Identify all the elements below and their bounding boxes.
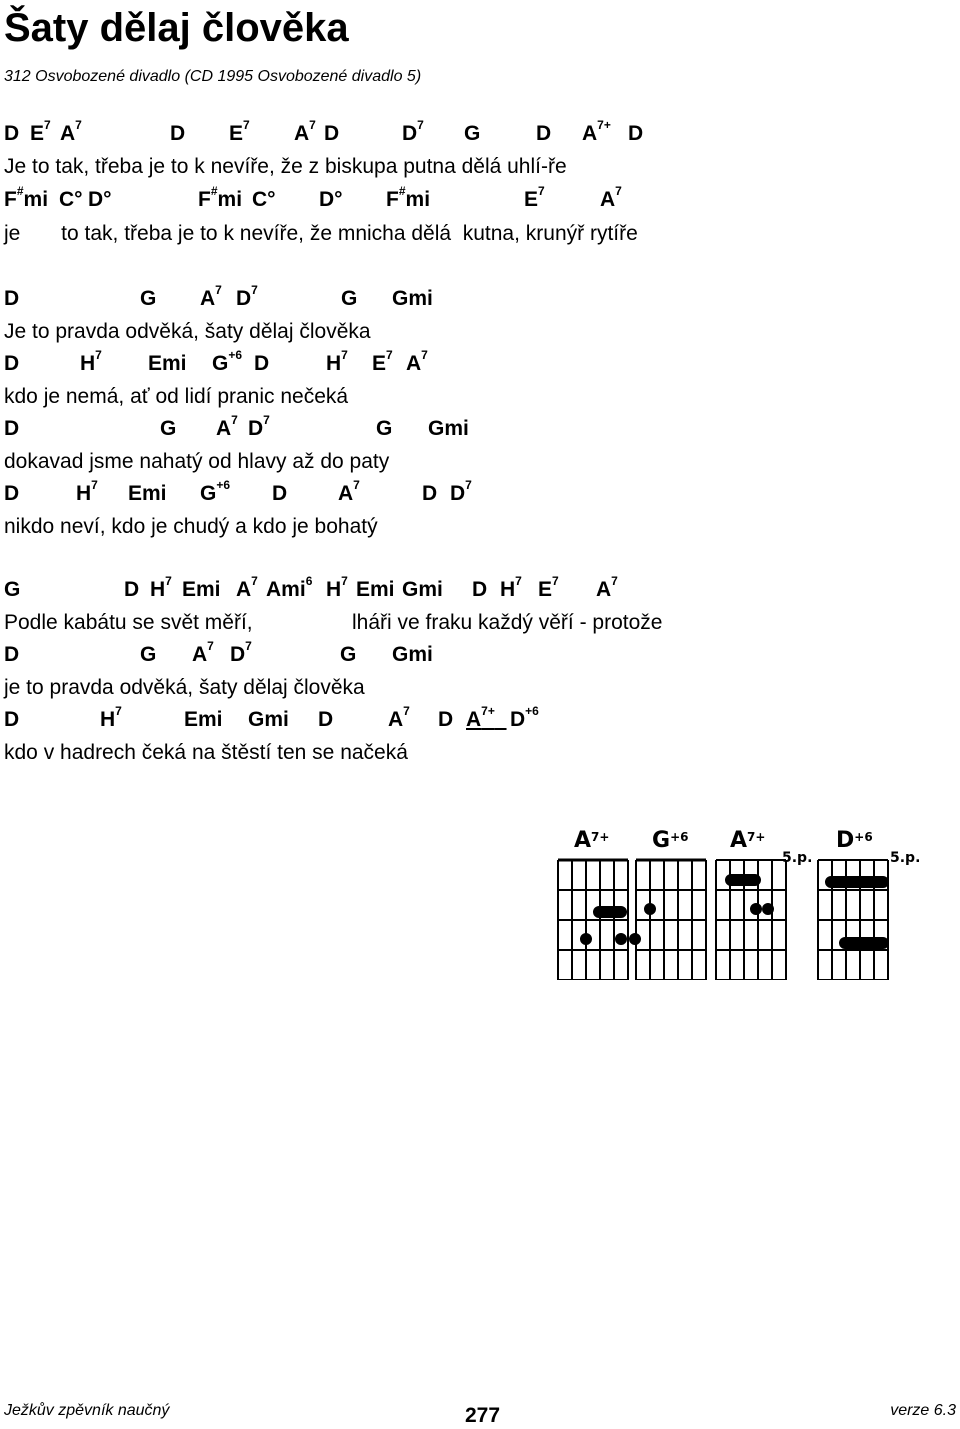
chord: $H^7$ xyxy=(80,348,102,375)
chord: $A^7$ xyxy=(338,478,360,505)
lyric-line: dokavad jsme nahatý od hlavy až do paty xyxy=(4,450,390,473)
chord: D xyxy=(4,708,20,731)
chord: Gmi xyxy=(402,578,443,601)
chord-line xyxy=(4,478,954,512)
chord: D xyxy=(124,578,140,601)
chord: $D^7$ xyxy=(230,639,252,666)
chord: Emi xyxy=(182,578,221,601)
chord: $E^7$ xyxy=(30,118,51,145)
chord-line xyxy=(4,639,954,673)
diagram-title: $D^{+6}$ xyxy=(836,828,873,853)
chord: Emi xyxy=(148,352,187,375)
chord: D xyxy=(170,122,186,145)
chord: G xyxy=(464,122,481,145)
chord: Gmi xyxy=(428,417,469,440)
chord-line xyxy=(4,348,954,382)
lyric-line: kdo v hadrech čeká na štěstí ten se načeká xyxy=(4,741,408,764)
chord-diagram-g6 xyxy=(636,860,706,980)
chord: Emi xyxy=(356,578,395,601)
footer-version: verze 6.3 xyxy=(890,1402,956,1419)
chord: C° xyxy=(59,188,83,211)
diagram-position: 5.p. xyxy=(890,850,921,866)
chord: Emi xyxy=(184,708,223,731)
chord: $A^{7+}$ xyxy=(466,704,495,731)
chord: D xyxy=(318,708,334,731)
chord-diagram-d6-5p xyxy=(818,860,888,980)
chord: F#mi xyxy=(198,184,243,211)
lyric-line: Je to tak, třeba je to k nevíře, že z biskupa putna dělá uhlí-ře xyxy=(4,155,567,178)
chord: $H^7$ xyxy=(326,348,348,375)
song-subtitle: 312 Osvobozené divadlo (CD 1995 Osvobozené divadlo 5) xyxy=(4,68,422,85)
chord: D° xyxy=(88,188,112,211)
diagram-position: 5.p. xyxy=(782,850,813,866)
diagram-title: $A^{7+}$ xyxy=(574,828,610,853)
chord: $E^7$ xyxy=(229,118,250,145)
chord: $E^7$ xyxy=(372,348,393,375)
chord: $E^7$ xyxy=(524,184,545,211)
chord: D xyxy=(324,122,340,145)
lyric-line: Je to pravda odvěká, šaty dělaj člověka xyxy=(4,320,371,343)
chord-diagram-grids xyxy=(556,828,936,980)
chord: D xyxy=(272,482,288,505)
chord: D xyxy=(4,352,20,375)
chord: $A^7$ xyxy=(216,413,238,440)
lyric-segment: lháři ve fraku každý věří - protože xyxy=(352,611,663,634)
chord: $H^7$ xyxy=(326,574,348,601)
chord: F#mi xyxy=(386,184,431,211)
chord-line xyxy=(4,283,954,317)
chord: D° xyxy=(319,188,343,211)
lyric-segment: Podle kabátu se svět měří, xyxy=(4,611,253,634)
chord: $A^7$ xyxy=(60,118,82,145)
chord-line xyxy=(4,118,954,152)
chord: D xyxy=(438,708,454,731)
lyric-line xyxy=(4,611,954,641)
chord: $D^7$ xyxy=(450,478,472,505)
chord-diagram-a7plus xyxy=(558,860,640,980)
chord: $E^7$ xyxy=(538,574,559,601)
song-title: Šaty dělaj člověka xyxy=(4,6,349,50)
chord: Emi xyxy=(128,482,167,505)
chord: $A^7$ xyxy=(406,348,428,375)
chord-line xyxy=(4,574,954,608)
chord: $H^7$ xyxy=(150,574,172,601)
chord: G xyxy=(340,643,357,666)
chord: D xyxy=(4,417,20,440)
chord: D xyxy=(4,482,20,505)
chord: $A^7$ xyxy=(192,639,214,666)
chord: D xyxy=(254,352,270,375)
chord: $D^7$ xyxy=(236,283,258,310)
chord: G xyxy=(341,287,358,310)
lyric-line: je to tak, třeba je to k nevíře, že mnicha dělá kutna, krunýř rytíře xyxy=(4,222,638,245)
diagram-title: $G^{+6}$ xyxy=(652,828,689,853)
page-number: 277 xyxy=(465,1404,501,1427)
chord-diagrams xyxy=(556,828,936,980)
chord-line xyxy=(4,704,954,738)
chord: Gmi xyxy=(392,287,433,310)
lyric-line: kdo je nemá, ať od lidí pranic nečeká xyxy=(4,385,349,408)
diagram-title: $A^{7+}$ xyxy=(730,828,766,853)
chord: D xyxy=(472,578,488,601)
chord: $A^7$ xyxy=(200,283,222,310)
chord: $D^7$ xyxy=(248,413,270,440)
chord: D xyxy=(628,122,644,145)
chord: Gmi xyxy=(392,643,433,666)
chord: C° xyxy=(252,188,276,211)
chord-line xyxy=(4,413,954,447)
chord: D xyxy=(422,482,438,505)
chord-diagram-a7plus-5p xyxy=(716,860,786,980)
chord: $G^{+6}$ xyxy=(200,478,231,505)
chord: $A^7$ xyxy=(600,184,622,211)
chord: G xyxy=(4,578,21,601)
chord: D xyxy=(536,122,552,145)
chord: $A^7$ xyxy=(294,118,316,145)
chord: $D^7$ xyxy=(402,118,424,145)
chord: D xyxy=(4,287,20,310)
lyric-line: nikdo neví, kdo je chudý a kdo je bohatý xyxy=(4,515,378,538)
lyric-line: je to pravda odvěká, šaty dělaj člověka xyxy=(4,676,365,699)
chord: $A^7$ xyxy=(236,574,258,601)
chord: D xyxy=(4,643,20,666)
chord: $G^{+6}$ xyxy=(212,348,243,375)
chord: $D^{+6}$ xyxy=(510,704,539,731)
chord: $H^7$ xyxy=(76,478,98,505)
chord: F#mi xyxy=(4,184,49,211)
chord: G xyxy=(376,417,393,440)
chord: $A^{7+}$ xyxy=(582,118,611,145)
chord: $H^7$ xyxy=(100,704,122,731)
chord: G xyxy=(160,417,177,440)
footer-book-title: Ježkův zpěvník naučný xyxy=(4,1402,170,1419)
chord: Gmi xyxy=(248,708,289,731)
chord-line xyxy=(4,184,954,218)
chord: $A^7$ xyxy=(596,574,618,601)
chord: D xyxy=(4,122,20,145)
chord: $A^7$ xyxy=(388,704,410,731)
chord: Ami$^6$ xyxy=(266,574,313,601)
chord: G xyxy=(140,287,157,310)
chord: G xyxy=(140,643,157,666)
chord: $H^7$ xyxy=(500,574,522,601)
